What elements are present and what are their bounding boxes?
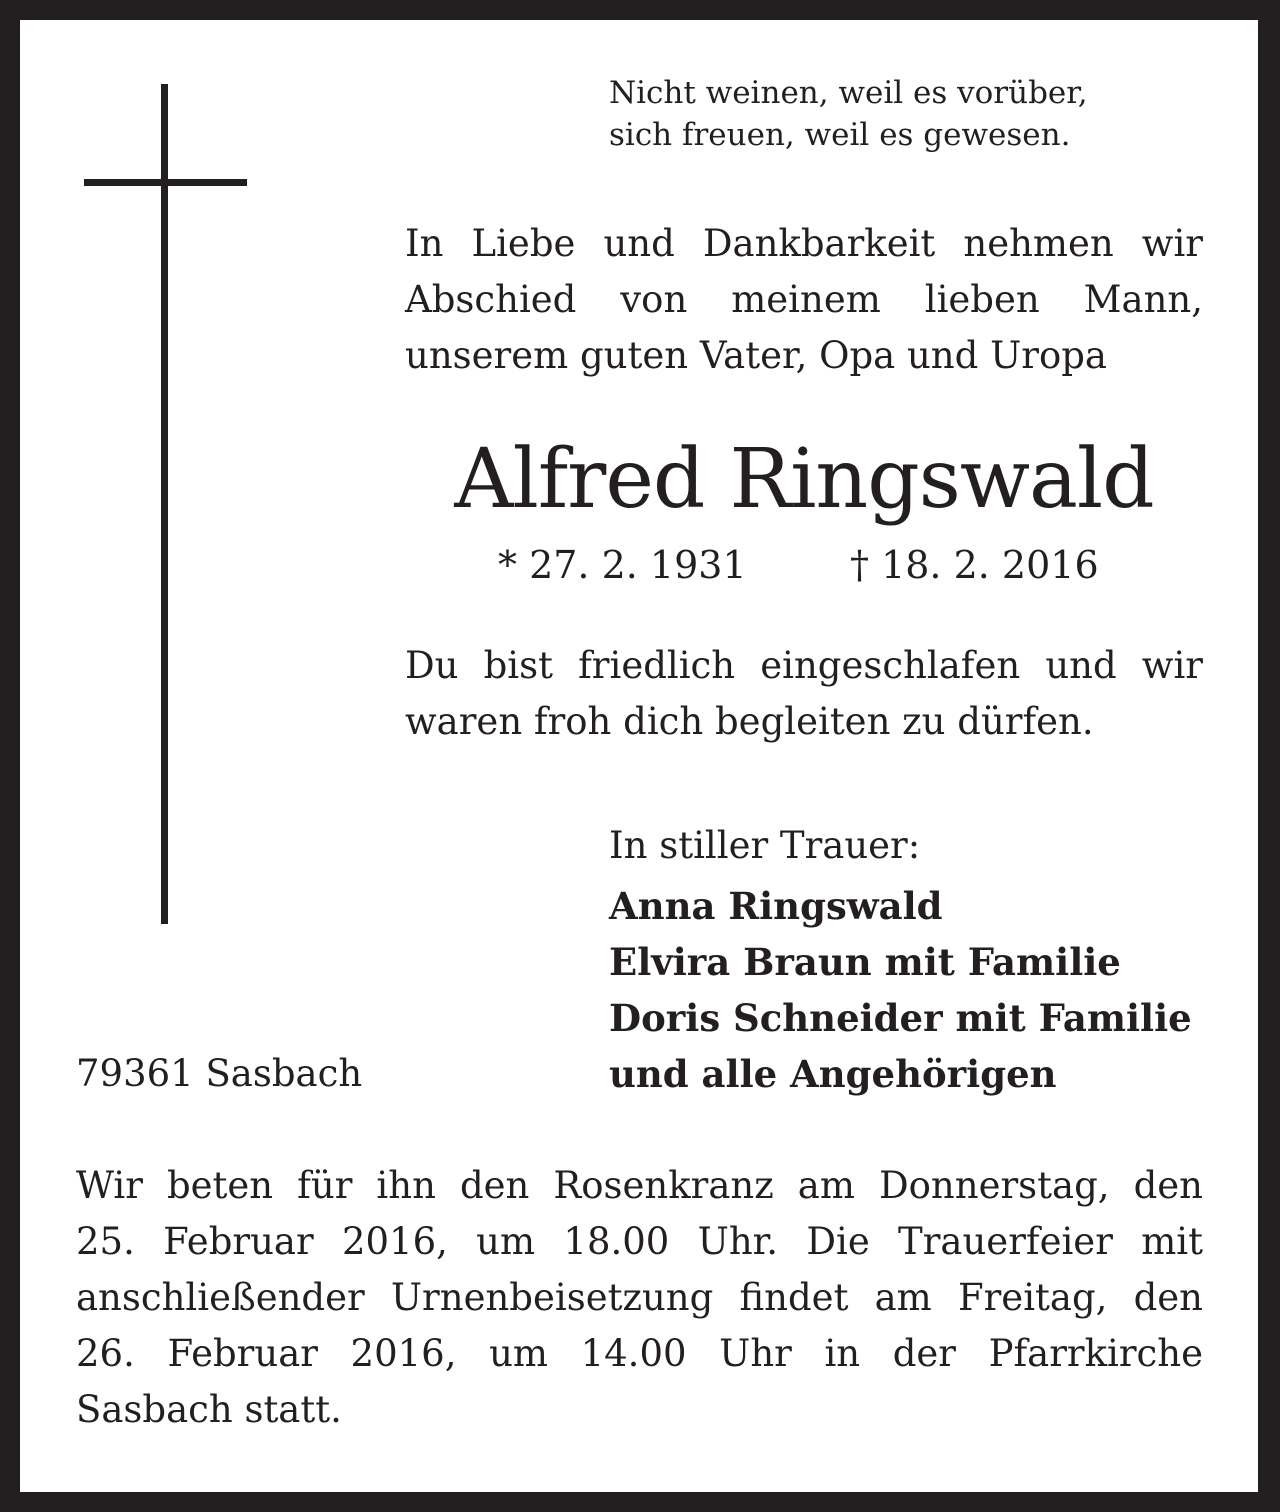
motto [609, 72, 1169, 156]
peace-text [405, 638, 1203, 750]
service-line: 26. Februar 2016, um 14.00 Uhr in der Pfarrkirche [76, 1332, 1203, 1375]
mourning-heading: In stiller Trauer: [609, 824, 921, 867]
intro-line: In Liebe und Dankbarkeit nehmen wir [405, 222, 1203, 265]
service-line: Sasbach statt. [76, 1388, 342, 1431]
mourner-name: Elvira Braun mit Familie [609, 940, 1121, 984]
peace-line: Du bist friedlich eingeschlafen und wir [405, 644, 1203, 687]
place: 79361 Sasbach [76, 1052, 363, 1095]
service-line: anschließender Urnenbeisetzung findet am Freitag, den [76, 1276, 1203, 1319]
service-line: 25. Februar 2016, um 18.00 Uhr. Die Trauerfeier mit [76, 1220, 1203, 1263]
peace-line: waren froh dich begleiten zu dürfen. [405, 700, 1094, 743]
intro-text [405, 216, 1203, 384]
motto-line: Nicht weinen, weil es vorüber, [609, 75, 1088, 111]
deceased-name: Alfred Ringswald [454, 432, 1154, 527]
cross-icon-vertical-bar [161, 84, 168, 924]
cross-icon-horizontal-bar [84, 179, 247, 186]
mourner-name: Anna Ringswald [609, 884, 943, 928]
mourners-list [609, 878, 1192, 1102]
service-line: Wir beten für ihn den Rosenkranz am Donnerstag, den [76, 1164, 1203, 1207]
death-date: † 18. 2. 2016 [850, 543, 1099, 587]
obituary-notice [20, 20, 1258, 1492]
service-info [76, 1158, 1203, 1438]
birth-date: * 27. 2. 1931 [498, 543, 747, 587]
intro-line: unserem guten Vater, Opa und Uropa [405, 334, 1107, 377]
intro-line: Abschied von meinem lieben Mann, [405, 278, 1203, 321]
mourner-name: Doris Schneider mit Familie [609, 996, 1192, 1040]
motto-line: sich freuen, weil es gewesen. [609, 117, 1071, 153]
mourner-name: und alle Angehörigen [609, 1052, 1057, 1096]
